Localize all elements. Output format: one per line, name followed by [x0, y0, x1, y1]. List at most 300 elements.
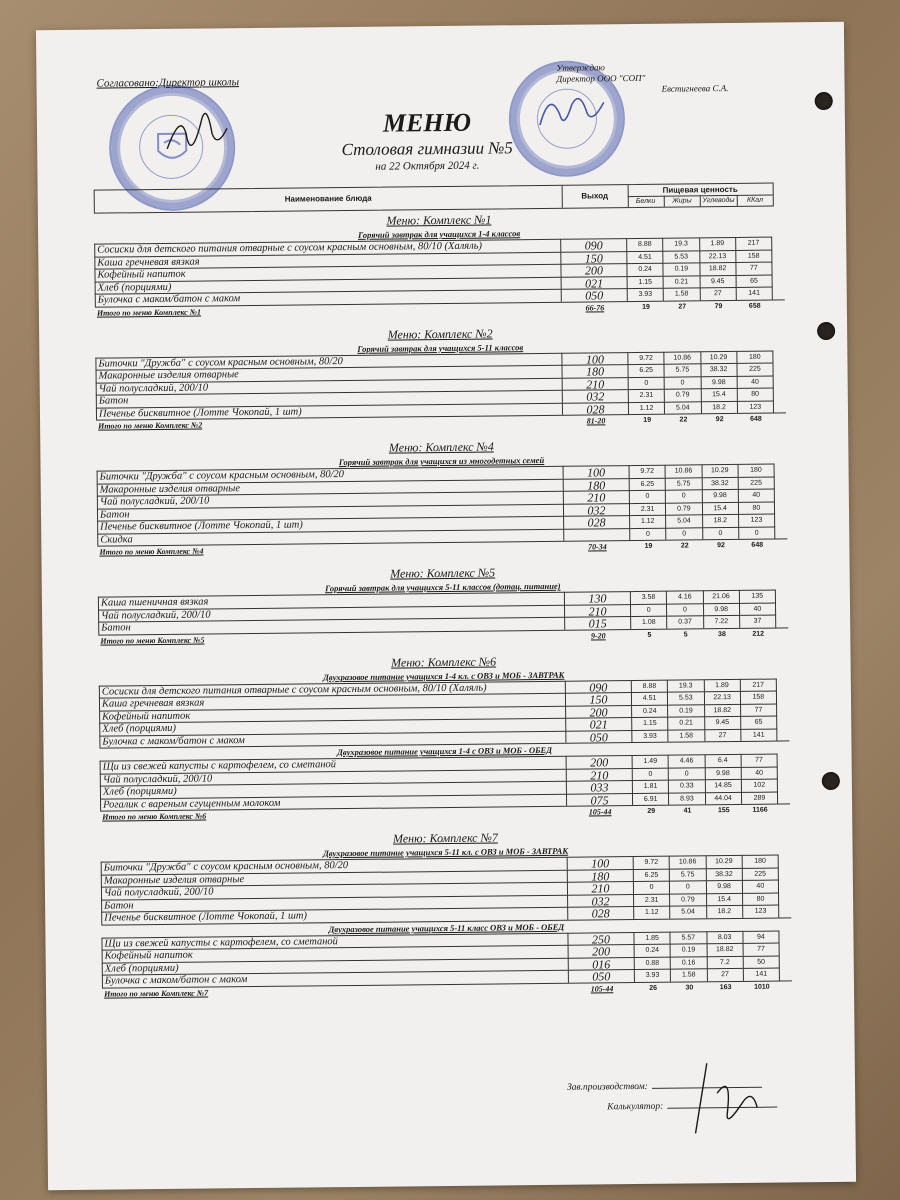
- dish-output: 033: [567, 780, 633, 793]
- dish-fat: 0: [667, 603, 703, 616]
- dish-carbs: 38.32: [701, 363, 737, 376]
- total-label: Итого по меню Комплекс №2: [98, 420, 203, 431]
- dish-output: 180: [564, 478, 630, 491]
- approver-name: Евстигнеева С.А.: [661, 83, 729, 94]
- dish-protein: 0: [630, 527, 666, 540]
- dish-fat: 10.86: [666, 464, 702, 477]
- group-title: Горячий завтрак для учащихся 5-11 классов (дотац. питание): [325, 580, 561, 594]
- dish-output: 150: [566, 692, 632, 705]
- dish-fat: 0: [666, 489, 702, 502]
- dish-kcal: 141: [741, 728, 777, 741]
- meal-group: [101, 918, 792, 988]
- dish-protein: 2.31: [629, 389, 665, 402]
- total-output: 9-20: [590, 630, 606, 640]
- dish-name: Батон: [96, 390, 563, 407]
- dish-kcal: 0: [739, 526, 775, 539]
- dish-carbs: 18.82: [705, 703, 741, 716]
- dish-kcal: 217: [741, 678, 777, 691]
- total-output: 70-34: [587, 542, 607, 552]
- dish-output: [564, 528, 630, 541]
- col-header-protein: Белки: [628, 196, 665, 207]
- dish-fat: 0.19: [668, 704, 704, 717]
- dish-name: Булочка с маком/батон с маком: [99, 730, 566, 747]
- dish-fat: 4.46: [669, 754, 705, 767]
- dish-fat: 0: [666, 527, 702, 540]
- dish-kcal: 40: [737, 375, 773, 388]
- dish-carbs: 7.22: [704, 615, 740, 628]
- dish-rows: [94, 236, 785, 307]
- dish-name: Биточки "Дружба" с соусом красным основным, 80/20: [97, 466, 564, 483]
- dish-kcal: 65: [741, 716, 777, 729]
- dish-output: 028: [564, 515, 630, 528]
- dish-protein: 0.24: [627, 263, 663, 276]
- dish-fat: 1.58: [664, 287, 700, 300]
- dish-carbs: 18.2: [703, 514, 739, 527]
- dish-fat: 10.86: [670, 855, 706, 868]
- dish-fat: 0.37: [667, 615, 703, 628]
- dish-kcal: 225: [738, 476, 774, 489]
- dish-kcal: 80: [743, 892, 779, 905]
- dish-rows: [100, 753, 790, 811]
- dish-name: Скидка: [97, 528, 564, 545]
- dish-output: 250: [568, 932, 634, 945]
- dish-protein: 0: [631, 603, 667, 616]
- dish-name: Кофейный напиток: [99, 705, 566, 722]
- dish-protein: 9.72: [628, 351, 664, 364]
- dish-carbs: 18.2: [701, 400, 737, 413]
- dish-name: Макаронные изделия отварные: [96, 365, 563, 382]
- dish-name: Хлеб (порциями): [102, 957, 569, 974]
- dish-output: 130: [565, 591, 631, 604]
- dish-output: 180: [568, 869, 634, 882]
- dish-kcal: 37: [740, 615, 776, 628]
- menu-section: [100, 826, 792, 1000]
- dish-output: 050: [566, 730, 632, 743]
- menu-section: [99, 650, 791, 824]
- dish-name: Чай полусладкий, 200/10: [96, 377, 563, 394]
- meal-group: [96, 451, 787, 546]
- dish-carbs: 9.45: [705, 716, 741, 729]
- total-kcal: 1166: [752, 806, 768, 814]
- dish-kcal: 217: [736, 237, 772, 250]
- dish-protein: 0.24: [632, 704, 668, 717]
- total-carbs: 155: [717, 807, 730, 815]
- dish-output: 200: [567, 755, 633, 768]
- dish-name: Батон: [97, 503, 564, 520]
- dish-fat: 1.58: [669, 729, 705, 742]
- dish-kcal: 141: [736, 287, 772, 300]
- meal-group: [101, 842, 792, 925]
- dish-carbs: 10.29: [701, 350, 737, 363]
- dish-fat: 0.33: [669, 779, 705, 792]
- dish-protein: 1.12: [634, 906, 670, 919]
- total-protein: 29: [647, 807, 656, 815]
- total-fat: 27: [678, 302, 687, 311]
- col-header-fat: Жиры: [664, 195, 701, 206]
- dish-protein: 1.08: [631, 616, 667, 629]
- dish-kcal: 80: [739, 501, 775, 514]
- dish-name: Печенье бисквитное (Лотте Чокопай, 1 шт): [96, 402, 563, 419]
- dish-name: Кофейный напиток: [102, 945, 569, 962]
- total-fat: 22: [679, 416, 688, 424]
- menu-sections: [94, 208, 792, 1000]
- menu-section: [95, 322, 786, 433]
- dish-fat: 19.3: [663, 237, 699, 250]
- dish-name: Каша гречневая вязкая: [94, 251, 561, 268]
- dish-name: Биточки "Дружба" с соусом красным основным, 80/20: [101, 857, 568, 874]
- dish-output: 028: [563, 402, 629, 415]
- total-kcal: 658: [748, 302, 761, 310]
- dish-output: 032: [563, 389, 629, 402]
- dish-carbs: 18.2: [707, 905, 743, 918]
- dish-fat: 0.21: [664, 275, 700, 288]
- dish-kcal: 123: [743, 905, 779, 918]
- group-title: Горячий завтрак для учащихся из многодетных семей: [338, 454, 545, 468]
- dish-fat: 5.75: [670, 868, 706, 881]
- dish-fat: 0.79: [670, 893, 706, 906]
- dish-output: 050: [562, 288, 628, 301]
- total-kcal: 212: [752, 630, 765, 638]
- dish-fat: 19.3: [668, 679, 704, 692]
- menu-date: на 22 Октября 2024 г.: [375, 159, 480, 173]
- dish-name: Хлеб (порциями): [100, 781, 567, 798]
- dish-carbs: 27: [700, 287, 736, 300]
- approve-role: Директор ООО "СОП": [556, 72, 646, 84]
- dish-output: 090: [566, 680, 632, 693]
- dish-rows: [101, 854, 792, 925]
- dish-fat: 8.93: [669, 792, 705, 805]
- total-carbs: 163: [719, 983, 732, 991]
- total-fat: 30: [685, 983, 694, 992]
- dish-output: 210: [565, 604, 631, 617]
- dish-output: 016: [569, 957, 635, 970]
- dish-kcal: 180: [742, 855, 778, 868]
- dish-output: 075: [567, 793, 633, 806]
- total-label: Итого по меню Комплекс №6: [102, 811, 207, 822]
- dish-name: Батон: [98, 617, 565, 634]
- group-title: Горячий завтрак для учащихся 5-11 классов: [357, 341, 524, 354]
- total-carbs: 38: [717, 630, 726, 638]
- dish-carbs: 15.4: [701, 388, 737, 401]
- dish-carbs: 38.32: [706, 867, 742, 880]
- dish-name: Каша пшеничная вязкая: [98, 592, 565, 609]
- menu-section: [94, 208, 785, 319]
- dish-name: Каша гречневая вязкая: [99, 693, 566, 710]
- dish-kcal: 77: [741, 703, 777, 716]
- dish-fat: 5.53: [664, 250, 700, 263]
- section-title: Меню: Комплекс №4: [388, 439, 494, 455]
- col-header-output: Выход: [562, 185, 629, 208]
- dish-output: 210: [564, 490, 630, 503]
- dish-protein: 9.72: [630, 465, 666, 478]
- total-output: 105-44: [588, 807, 612, 817]
- dish-carbs: 21.06: [703, 590, 739, 603]
- dish-output: 200: [569, 944, 635, 957]
- dish-output: 021: [562, 276, 628, 289]
- dish-name: Чай полусладкий, 200/10: [101, 882, 568, 899]
- section-title: Меню: Комплекс №2: [387, 325, 493, 342]
- dish-fat: 5.75: [665, 363, 701, 376]
- dish-kcal: 40: [740, 602, 776, 615]
- total-fat: 41: [683, 807, 692, 815]
- dish-carbs: 22.13: [700, 249, 736, 262]
- dish-fat: 0: [670, 880, 706, 893]
- dish-fat: 5.57: [671, 931, 707, 944]
- dish-kcal: 135: [740, 590, 776, 603]
- production-signature-icon: [687, 1053, 778, 1144]
- meal-group: [99, 666, 790, 749]
- binder-hole: [815, 92, 833, 110]
- dish-fat: 0.19: [671, 943, 707, 956]
- dish-output: 100: [568, 856, 634, 869]
- section-title: Меню: Комплекс №5: [390, 565, 496, 581]
- dish-kcal: 50: [743, 955, 779, 968]
- dish-kcal: 65: [736, 274, 772, 287]
- meal-group: [99, 741, 790, 811]
- dish-fat: 0.79: [665, 388, 701, 401]
- dish-fat: 5.04: [666, 514, 702, 527]
- dish-fat: 0: [665, 376, 701, 389]
- meal-group: [94, 224, 785, 307]
- approval-block: [556, 62, 729, 94]
- dish-carbs: 10.29: [702, 464, 738, 477]
- total-carbs: 92: [715, 416, 724, 424]
- total-kcal: 648: [751, 541, 764, 549]
- dish-output: 100: [564, 465, 630, 478]
- dish-protein: 3.93: [628, 288, 664, 301]
- dish-protein: 0: [634, 881, 670, 894]
- dish-protein: 1.85: [634, 931, 670, 944]
- dish-name: Печенье бисквитное (Лотте Чокопай, 1 шт): [101, 907, 568, 924]
- dish-output: 100: [562, 352, 628, 365]
- dish-kcal: 94: [743, 930, 779, 943]
- menu-sheet: [36, 22, 856, 1190]
- dish-output: 150: [561, 251, 627, 264]
- total-protein: 19: [643, 416, 652, 424]
- dish-name: Печенье бисквитное (Лотте Чокопай, 1 шт): [97, 516, 564, 533]
- total-protein: 19: [644, 542, 653, 550]
- dish-kcal: 80: [737, 388, 773, 401]
- dish-carbs: 0: [703, 526, 739, 539]
- dish-carbs: 18.82: [707, 943, 743, 956]
- dish-protein: 6.25: [634, 868, 670, 881]
- menu-section: [96, 435, 787, 558]
- dish-protein: 6.25: [630, 477, 666, 490]
- dish-name: Кофейный напиток: [94, 264, 561, 281]
- dish-kcal: 77: [743, 943, 779, 956]
- dish-kcal: 123: [738, 400, 774, 413]
- dish-fat: 0.19: [664, 262, 700, 275]
- total-label: Итого по меню Комплекс №1: [96, 307, 202, 318]
- dish-carbs: 27: [707, 968, 743, 981]
- dish-protein: 1.49: [633, 755, 669, 768]
- dish-protein: 0.24: [635, 944, 671, 957]
- total-label: Итого по меню Комплекс №7: [103, 988, 209, 999]
- group-title: Двухразовое питание учащихся 1-4 с ОВЗ и МОБ - ОБЕД: [337, 744, 553, 758]
- dish-name: Сосиски для детского питания отварные с соусом красным основным, 80/10 (Халяль): [99, 680, 566, 697]
- dish-carbs: 15.4: [702, 501, 738, 514]
- dish-kcal: 180: [737, 350, 773, 363]
- dish-name: Макаронные изделия отварные: [97, 478, 564, 495]
- total-carbs: 79: [714, 302, 723, 310]
- col-header-name: Наименование блюда: [95, 186, 563, 213]
- page-title: МЕНЮ: [382, 107, 472, 138]
- menu-section: [98, 561, 789, 647]
- dish-output: 032: [564, 503, 630, 516]
- dish-protein: 6.25: [628, 364, 664, 377]
- total-fat: 22: [680, 542, 689, 550]
- dish-protein: 0: [633, 767, 669, 780]
- dish-output: 200: [566, 705, 632, 718]
- section-title: Меню: Комплекс №6: [391, 653, 497, 670]
- total-label: Итого по меню Комплекс №4: [99, 546, 204, 557]
- dish-fat: 5.53: [668, 691, 704, 704]
- dish-rows: [101, 930, 791, 988]
- dish-carbs: 22.13: [704, 691, 740, 704]
- dish-kcal: 102: [742, 779, 778, 792]
- dish-fat: 5.75: [666, 477, 702, 490]
- dish-name: Щи из свежей капусты с картофелем, со сметаной: [100, 756, 567, 773]
- dish-name: Щи из свежей капусты с картофелем, со сметаной: [101, 932, 568, 949]
- dish-fat: 0: [669, 767, 705, 780]
- group-title: Двухразовое питание учащихся 5-11 класс ОВЗ и МОБ - ОБЕД: [328, 921, 565, 934]
- total-output: 81-20: [586, 416, 606, 426]
- dish-protein: 4.51: [627, 250, 663, 263]
- total-kcal: 648: [750, 415, 762, 423]
- dish-kcal: 77: [741, 754, 777, 767]
- dish-protein: 8.88: [632, 679, 668, 692]
- dish-kcal: 40: [739, 489, 775, 502]
- section-title: Меню: Комплекс №1: [386, 212, 492, 228]
- section-title: Меню: Комплекс №7: [392, 830, 498, 846]
- dish-fat: 1.58: [671, 968, 707, 981]
- dish-output: 050: [569, 969, 635, 982]
- dish-name: Батон: [101, 894, 568, 911]
- dish-protein: 8.88: [627, 238, 663, 251]
- dish-output: 032: [568, 894, 634, 907]
- dish-name: Биточки "Дружба" с соусом красным основным, 80/20: [95, 352, 562, 369]
- dish-protein: 1.15: [628, 275, 664, 288]
- page-subtitle: Столовая гимназии №5: [341, 138, 513, 160]
- dish-output: 210: [563, 377, 629, 390]
- dish-protein: 2.31: [634, 893, 670, 906]
- dish-kcal: 225: [743, 867, 779, 880]
- dish-carbs: 10.29: [706, 855, 742, 868]
- dish-name: Сосиски для детского питания отварные с соусом красным основным, 80/10 (Халяль): [94, 239, 561, 256]
- col-header-nutrition: Пищевая ценность: [628, 184, 773, 198]
- dish-output: 180: [562, 364, 628, 377]
- dish-carbs: 6.4: [705, 754, 741, 767]
- dish-carbs: 1.89: [704, 678, 740, 691]
- total-protein: 19: [642, 303, 650, 311]
- dish-fat: 10.86: [665, 351, 701, 364]
- calculator-label: Калькулятор:: [607, 1101, 664, 1113]
- dish-protein: 4.51: [632, 692, 668, 705]
- dish-fat: 0.79: [666, 502, 702, 515]
- total-output: 66-76: [585, 302, 605, 313]
- dish-protein: 0: [630, 490, 666, 503]
- dish-name: Булочка с маком/батон с маком: [102, 970, 569, 987]
- dish-carbs: 9.98: [702, 489, 738, 502]
- dish-output: 200: [561, 263, 627, 276]
- dish-protein: 3.93: [632, 729, 668, 742]
- total-kcal: 1010: [754, 983, 770, 991]
- dish-carbs: 7.2: [707, 955, 743, 968]
- dish-protein: 6.91: [633, 792, 669, 805]
- dish-carbs: 15.4: [707, 892, 743, 905]
- dish-rows: [99, 678, 790, 749]
- group-title: Горячий завтрак для учащихся 1-4 классов: [358, 228, 521, 240]
- dish-name: Чай полусладкий, 200/10: [100, 768, 567, 785]
- dish-output: 210: [568, 881, 634, 894]
- dish-carbs: 1.89: [700, 237, 736, 250]
- dish-rows: [97, 463, 788, 546]
- dish-output: 015: [565, 616, 631, 629]
- dish-fat: 0.21: [668, 716, 704, 729]
- dish-carbs: 9.98: [705, 766, 741, 779]
- dish-kcal: 158: [741, 691, 777, 704]
- col-header-kcal: ККал: [746, 196, 764, 204]
- dish-name: Хлеб (порциями): [95, 276, 562, 293]
- dish-carbs: 9.98: [706, 880, 742, 893]
- approve-label: Утверждаю: [556, 62, 605, 73]
- total-protein: 5: [647, 631, 652, 639]
- dish-output: 028: [568, 906, 634, 919]
- dish-kcal: 40: [741, 766, 777, 779]
- dish-protein: 3.58: [631, 591, 667, 604]
- dish-kcal: 123: [739, 514, 775, 527]
- dish-name: Булочка с маком/батон с маком: [95, 289, 562, 306]
- meal-group: [98, 577, 788, 635]
- dish-carbs: 9.45: [700, 274, 736, 287]
- dish-name: Макаронные изделия отварные: [101, 869, 568, 886]
- dish-protein: 0.88: [635, 956, 671, 969]
- dish-protein: 9.72: [634, 856, 670, 869]
- dish-carbs: 18.82: [700, 262, 736, 275]
- dish-carbs: 8.03: [707, 930, 743, 943]
- dish-carbs: 9.98: [703, 602, 739, 615]
- dish-carbs: 27: [705, 728, 741, 741]
- dish-protein: 1.81: [633, 780, 669, 793]
- dish-name: Чай полусладкий, 200/10: [97, 491, 564, 508]
- dish-protein: 0: [629, 376, 665, 389]
- group-title: Двухразовое питание учащихся 5-11 кл. с ОВЗ и МОБ - ЗАВТРАК: [322, 845, 569, 859]
- dish-protein: 1.15: [632, 717, 668, 730]
- total-fat: 5: [683, 630, 688, 639]
- total-carbs: 92: [717, 542, 725, 550]
- binder-hole: [822, 772, 840, 790]
- dish-output: 090: [561, 238, 627, 251]
- dish-kcal: 77: [736, 262, 772, 275]
- dish-name: Чай полусладкий, 200/10: [98, 604, 565, 621]
- dish-carbs: 44.04: [705, 791, 741, 804]
- production-label: Зав.производством:: [566, 1081, 648, 1093]
- dish-carbs: 38.32: [702, 476, 738, 489]
- dish-kcal: 40: [743, 880, 779, 893]
- dish-name: Хлеб (порциями): [99, 718, 566, 735]
- dish-fat: 5.04: [670, 905, 706, 918]
- dish-carbs: 9.98: [701, 375, 737, 388]
- dish-protein: 1.12: [629, 401, 665, 414]
- dish-kcal: 158: [736, 249, 772, 262]
- dish-kcal: 225: [737, 363, 773, 376]
- dish-kcal: 289: [742, 791, 778, 804]
- dish-output: 210: [567, 768, 633, 781]
- dish-protein: 2.31: [630, 502, 666, 515]
- approved-by-director: Согласовано:Директор школы: [96, 76, 240, 90]
- col-header-carbs: Углеводы: [701, 195, 738, 206]
- binder-hole: [817, 322, 835, 340]
